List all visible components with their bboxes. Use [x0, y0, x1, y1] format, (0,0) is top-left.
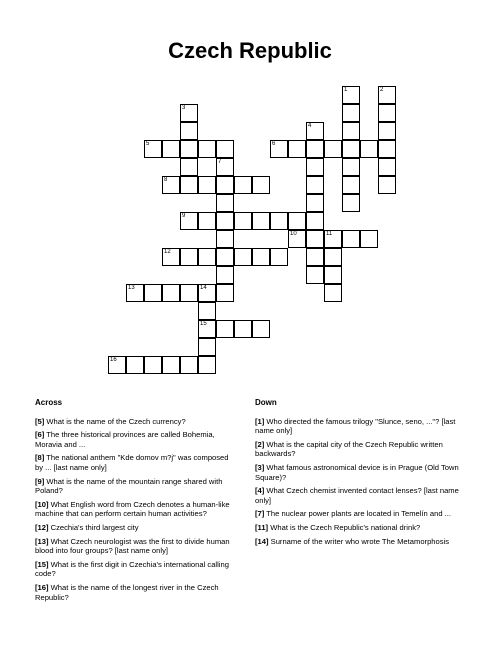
grid-cell[interactable]	[216, 320, 234, 338]
grid-cell[interactable]	[342, 194, 360, 212]
down-clue	[255, 523, 465, 533]
grid-cell[interactable]	[180, 104, 198, 122]
grid-cell[interactable]	[234, 320, 252, 338]
cell-number: 12	[164, 249, 171, 255]
grid-cell[interactable]	[306, 140, 324, 158]
grid-cell[interactable]	[180, 356, 198, 374]
grid-cell[interactable]	[216, 140, 234, 158]
grid-cell[interactable]	[306, 176, 324, 194]
grid-cell[interactable]	[342, 230, 360, 248]
clue-number: [4]	[255, 486, 265, 496]
clue-text: The three historical provinces are called Bohemia, Moravia and ...	[35, 430, 215, 449]
clue-number: [3]	[255, 462, 265, 472]
grid-cell[interactable]	[342, 158, 360, 176]
grid-cell[interactable]	[216, 176, 234, 194]
grid-cell[interactable]	[216, 230, 234, 248]
grid-cell[interactable]	[144, 356, 162, 374]
grid-cell[interactable]	[234, 176, 252, 194]
grid-cell[interactable]	[342, 104, 360, 122]
clue-number: [13]	[35, 536, 49, 546]
grid-cell[interactable]	[126, 356, 144, 374]
across-heading: Across	[35, 398, 63, 407]
grid-cell[interactable]	[252, 320, 270, 338]
cell-number: 2	[380, 87, 384, 93]
clue-text: What English word from Czech denotes a human-like machine that can perform certain human activities?	[35, 499, 230, 519]
down-clues	[255, 398, 465, 550]
grid-cell[interactable]	[180, 140, 198, 158]
grid-cell[interactable]	[252, 176, 270, 194]
grid-cell[interactable]	[198, 212, 216, 230]
clue-text: Czechia's third largest city	[48, 522, 139, 532]
clue-number: [5]	[35, 416, 45, 426]
cell-number: 4	[308, 123, 312, 129]
grid-cell[interactable]	[378, 104, 396, 122]
cell-number: 14	[200, 285, 207, 291]
grid-cell[interactable]	[180, 176, 198, 194]
clue-number: [8]	[35, 453, 45, 463]
grid-cell[interactable]	[180, 212, 198, 230]
clue-number: [6]	[35, 430, 45, 440]
across-clue	[35, 560, 235, 579]
grid-cell[interactable]	[126, 284, 144, 302]
across-clue	[35, 417, 235, 427]
down-clue-list	[255, 417, 465, 547]
across-clue	[35, 453, 235, 472]
grid-cell[interactable]	[270, 212, 288, 230]
cell-number: 7	[218, 159, 222, 165]
grid-cell[interactable]	[234, 212, 252, 230]
grid-cell[interactable]	[342, 122, 360, 140]
clue-text: What is the name of the mountain range shared with Poland?	[35, 476, 223, 496]
grid-cell[interactable]	[216, 266, 234, 284]
across-clues	[35, 398, 235, 606]
grid-cell[interactable]	[144, 140, 162, 158]
cell-number: 1	[344, 87, 348, 93]
clue-text: Surname of the writer who wrote The Metamorphosis	[268, 536, 450, 546]
grid-cell[interactable]	[306, 248, 324, 266]
grid-cell[interactable]	[108, 356, 126, 374]
cell-number: 3	[182, 105, 186, 111]
grid-cell[interactable]	[198, 284, 216, 302]
grid-cell[interactable]	[198, 248, 216, 266]
grid-cell[interactable]	[306, 230, 324, 248]
clue-number: [10]	[35, 499, 49, 509]
grid-cell[interactable]	[198, 338, 216, 356]
down-clue	[255, 509, 465, 519]
clue-text: What Czech neurologist was the first to divide human blood into four groups? [last name only]	[35, 536, 230, 556]
grid-cell[interactable]	[180, 158, 198, 176]
grid-cell[interactable]	[198, 176, 216, 194]
clue-number: [1]	[255, 416, 265, 426]
clue-number: [11]	[255, 522, 269, 532]
grid-cell[interactable]	[270, 248, 288, 266]
clue-text: Who directed the famous trilogy "Slunce, seno, ..."? [last name only]	[255, 416, 456, 436]
grid-cell[interactable]	[216, 284, 234, 302]
grid-cell[interactable]	[306, 212, 324, 230]
grid-cell[interactable]	[234, 248, 252, 266]
grid-cell[interactable]	[198, 356, 216, 374]
cell-number: 6	[272, 141, 276, 147]
across-clue	[35, 583, 235, 602]
clue-number: [12]	[35, 522, 49, 532]
grid-cell[interactable]	[180, 122, 198, 140]
clue-number: [2]	[255, 439, 265, 449]
cell-number: 16	[110, 357, 117, 363]
grid-cell[interactable]	[216, 212, 234, 230]
grid-cell[interactable]	[180, 284, 198, 302]
grid-cell[interactable]	[198, 320, 216, 338]
grid-cell[interactable]	[324, 140, 342, 158]
cell-number: 5	[146, 141, 150, 147]
grid-cell[interactable]	[162, 356, 180, 374]
grid-cell[interactable]	[198, 140, 216, 158]
cell-number: 10	[290, 231, 297, 237]
clue-number: [15]	[35, 559, 49, 569]
clue-text: What is the first digit in Czechia's international calling code?	[35, 559, 229, 579]
clue-text: What famous astronomical device is in Prague (Old Town Square)?	[255, 462, 459, 482]
clue-text: The nuclear power plants are located in Temelín and ...	[264, 509, 452, 519]
across-clue-list	[35, 417, 235, 603]
clue-text: The national anthem "Kde domov m?j" was composed by ... [last name only]	[35, 453, 229, 472]
cell-number: 11	[326, 231, 333, 237]
clue-number: [7]	[255, 509, 265, 519]
grid-cell[interactable]	[270, 140, 288, 158]
cell-number: 9	[182, 213, 186, 219]
cell-number: 8	[164, 177, 168, 183]
cell-number: 15	[200, 321, 207, 327]
down-clue	[255, 486, 465, 505]
clue-text: What is the name of the Czech currency?	[44, 416, 186, 426]
grid-cell[interactable]	[324, 266, 342, 284]
grid-cell[interactable]	[252, 248, 270, 266]
grid-cell[interactable]	[324, 284, 342, 302]
grid-cell[interactable]	[360, 140, 378, 158]
grid-cell[interactable]	[342, 86, 360, 104]
grid-cell[interactable]	[378, 158, 396, 176]
grid-cell[interactable]	[162, 140, 180, 158]
across-clue	[35, 523, 235, 533]
down-clue	[255, 440, 465, 459]
clue-number: [16]	[35, 582, 49, 592]
grid-cell[interactable]	[162, 284, 180, 302]
across-clue	[35, 537, 235, 556]
across-clue	[35, 430, 235, 449]
grid-cell[interactable]	[342, 176, 360, 194]
grid-cell[interactable]	[288, 212, 306, 230]
grid-cell[interactable]	[162, 176, 180, 194]
grid-cell[interactable]	[324, 230, 342, 248]
grid-cell[interactable]	[378, 122, 396, 140]
grid-cell[interactable]	[306, 122, 324, 140]
grid-cell[interactable]	[288, 140, 306, 158]
grid-cell[interactable]	[306, 158, 324, 176]
clue-text: What is the capital city of the Czech Republic written backwards?	[255, 439, 443, 459]
grid-cell[interactable]	[144, 284, 162, 302]
clue-number: [14]	[255, 536, 269, 546]
grid-cell[interactable]	[324, 248, 342, 266]
down-clue	[255, 463, 465, 482]
grid-cell[interactable]	[198, 302, 216, 320]
clue-text: What is the Czech Republic's national drink?	[268, 522, 421, 532]
grid-cell[interactable]	[252, 212, 270, 230]
grid-cell[interactable]	[360, 230, 378, 248]
down-heading: Down	[255, 398, 277, 407]
clue-number: [9]	[35, 476, 45, 486]
clue-text: What Czech chemist invented contact lenses? [last name only]	[255, 486, 459, 505]
grid-cell[interactable]	[216, 248, 234, 266]
clue-text: What is the name of the longest river in the Czech Republic?	[35, 582, 219, 602]
across-clue	[35, 500, 235, 519]
grid-cell[interactable]	[306, 194, 324, 212]
down-clue	[255, 417, 465, 436]
grid-cell[interactable]	[378, 176, 396, 194]
across-clue	[35, 477, 235, 496]
down-clue	[255, 537, 465, 547]
page-title: Czech Republic	[168, 38, 332, 63]
grid-cell[interactable]	[180, 248, 198, 266]
cell-number: 13	[128, 285, 135, 291]
grid-cell[interactable]	[378, 86, 396, 104]
grid-cell[interactable]	[216, 194, 234, 212]
grid-cell[interactable]	[342, 140, 360, 158]
grid-cell[interactable]	[378, 140, 396, 158]
grid-cell[interactable]	[288, 230, 306, 248]
grid-cell[interactable]	[162, 248, 180, 266]
grid-cell[interactable]	[306, 266, 324, 284]
grid-cell[interactable]	[216, 158, 234, 176]
